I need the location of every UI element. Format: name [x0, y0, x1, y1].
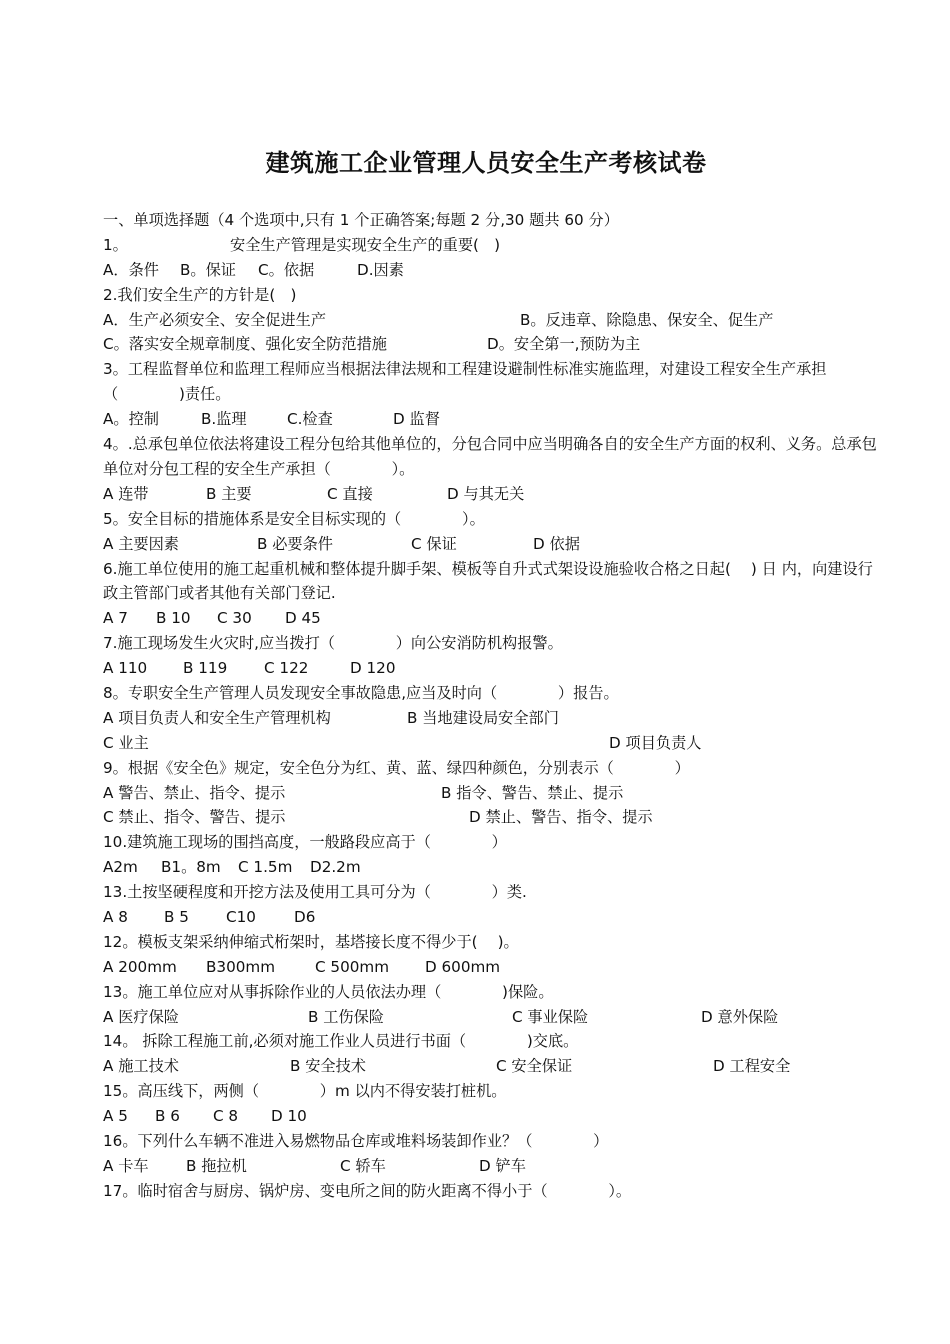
exam-title: 建筑施工企业管理人员安全生产考核试卷 [265, 149, 707, 177]
option-d: D 依据 [533, 534, 580, 553]
question-13-insurance: 13。施工单位应对从事拆除作业的人员依法办理（ )保险。 [103, 982, 554, 1001]
options-9b [103, 805, 878, 830]
options-15 [103, 1104, 878, 1129]
question-7: 7.施工现场发生火灾时,应当拨打（ ）向公安消防机构报警。 [103, 634, 563, 653]
options-9a [103, 781, 878, 806]
option-a: A 警告、禁止、指令、提示 [103, 783, 286, 802]
option-c: C 事业保险 [512, 1007, 589, 1026]
question-15: 15。高压线下，两侧（ ）m 以内不得安装打桩机。 [103, 1082, 507, 1101]
question-text: 安全生产管理是实现安全生产的重要( ) [230, 235, 501, 254]
option-d: D 工程安全 [713, 1057, 791, 1076]
option-a: A 8 [103, 908, 128, 927]
option-c: C。落实安全规章制度、强化安全防范措施 [103, 335, 387, 354]
options-1 [103, 258, 878, 283]
options-8a [103, 706, 878, 731]
option-c: C 业主 [103, 733, 149, 752]
option-b: B 拖拉机 [186, 1156, 247, 1175]
question-3: 3。工程监督单位和监理工程师应当根据法律法规和工程建设避制性标准实施监理，对建设工程安全生产承担（ )责任。 [103, 360, 827, 404]
options-4 [103, 482, 878, 507]
question-number: 1。 [103, 235, 128, 254]
option-b: B。保证 [180, 260, 236, 279]
option-b: B 6 [155, 1107, 180, 1126]
option-b: B 5 [164, 908, 189, 927]
option-d: D 监督 [393, 410, 440, 429]
question-12: 12。模板支架采纳伸缩式桁架时，基塔接长度不得少于( )。 [103, 932, 519, 951]
exam-body [103, 208, 878, 1204]
option-c: C 8 [213, 1107, 239, 1126]
option-c: C 轿车 [340, 1156, 386, 1175]
option-d: D2.2m [310, 858, 361, 877]
option-d: D。安全第一,预防为主 [487, 335, 641, 354]
option-c: C。依据 [258, 260, 315, 279]
options-10 [103, 855, 878, 880]
option-a: A 项目负责人和安全生产管理机构 [103, 708, 331, 727]
options-2b [103, 332, 878, 357]
option-d: D 项目负责人 [609, 733, 702, 752]
option-a: A．条件 [103, 260, 159, 279]
option-d: D6 [294, 908, 316, 927]
options-13-insurance [103, 1005, 878, 1030]
option-d: D 与其无关 [447, 484, 525, 503]
options-5 [103, 532, 878, 557]
option-a: A 5 [103, 1107, 128, 1126]
option-a: A 连带 [103, 484, 149, 503]
option-d: D 600mm [425, 957, 501, 976]
option-a: A 主要因素 [103, 534, 179, 553]
options-3 [103, 407, 878, 432]
option-d: D 10 [271, 1107, 307, 1126]
question-13-soil: 13.土按坚硬程度和开挖方法及使用工具可分为（ ）类. [103, 883, 527, 902]
option-d: D.因素 [357, 260, 404, 279]
question-2: 2.我们安全生产的方针是( ) [103, 285, 297, 304]
option-c: C 30 [217, 609, 252, 628]
option-a: A 7 [103, 609, 128, 628]
option-b: B.监理 [201, 410, 247, 429]
question-9: 9。根据《安全色》规定，安全色分为红、黄、蓝、绿四种颜色，分别表示（ ） [103, 758, 690, 777]
option-c: C 禁止、指令、警告、提示 [103, 808, 286, 827]
option-a: A。控制 [103, 410, 159, 429]
option-b: B 工伤保险 [308, 1007, 384, 1026]
question-8: 8。专职安全生产管理人员发现安全事故隐患,应当及时向（ ）报告。 [103, 684, 619, 703]
question-10: 10.建筑施工现场的围挡高度，一般路段应高于（ ） [103, 833, 507, 852]
option-b: B 119 [183, 659, 228, 678]
option-b: B 主要 [206, 484, 252, 503]
option-d: D 铲车 [479, 1156, 526, 1175]
option-b: B 必要条件 [257, 534, 333, 553]
option-b: B 当地建设局安全部门 [407, 708, 559, 727]
option-b: B 指令、警告、禁止、提示 [441, 783, 624, 802]
question-5: 5。安全目标的措施体系是安全目标实现的（ ）。 [103, 509, 485, 528]
option-b: B。反违章、除隐患、保安全、促生产 [520, 310, 774, 329]
option-b: B 安全技术 [290, 1057, 366, 1076]
question-16: 16。下列什么车辆不准进入易燃物品仓库或堆料场装卸作业？（ ） [103, 1132, 609, 1151]
option-a: A 施工技术 [103, 1057, 179, 1076]
option-c: C 安全保证 [496, 1057, 573, 1076]
options-8b [103, 731, 878, 756]
option-a: A 200mm [103, 957, 177, 976]
option-b: B1。8m [161, 858, 221, 877]
question-6: 6.施工单位使用的施工起重机械和整体提升脚手架、模板等自升式式架设设施验收合格之日起( ) 日 内，向建设行政主管部门或者其他有关部门登记. [103, 559, 873, 603]
option-c: C 直接 [327, 484, 373, 503]
option-a: A 医疗保险 [103, 1007, 179, 1026]
options-14 [103, 1054, 878, 1079]
option-c: C 122 [264, 659, 309, 678]
question-14: 14。 拆除工程施工前,必须对施工作业人员进行书面（ )交底。 [103, 1032, 579, 1051]
option-d: D 禁止、警告、指令、提示 [469, 808, 653, 827]
option-a: A．生产必须安全、安全促进生产 [103, 310, 327, 329]
question-17: 17。临时宿舍与厨房、锅炉房、变电所之间的防火距离不得小于（ ）。 [103, 1181, 632, 1200]
option-a: A 卡车 [103, 1156, 149, 1175]
option-b: B 10 [156, 609, 191, 628]
options-16 [103, 1154, 878, 1179]
options-12 [103, 955, 878, 980]
question-1 [103, 233, 878, 258]
options-13-soil [103, 905, 878, 930]
section-heading: 一、单项选择题（4 个选项中,只有 1 个正确答案;每题 2 分,30 题共 60 分） [103, 211, 619, 229]
option-c: C 1.5m [238, 858, 293, 877]
option-a: A 110 [103, 659, 148, 678]
option-b: B300mm [206, 957, 275, 976]
option-d: D 45 [285, 609, 321, 628]
option-d: D 120 [350, 659, 396, 678]
option-c: C 保证 [411, 534, 457, 553]
options-6 [103, 606, 878, 631]
options-2a [103, 308, 878, 333]
option-c: C 500mm [315, 957, 390, 976]
options-7 [103, 656, 878, 681]
option-c: C.检查 [287, 410, 333, 429]
question-4: 4。.总承包单位依法将建设工程分包给其他单位的，分包合同中应当明确各自的安全生产方面的权利、义务。总承包单位对分包工程的安全生产承担（ ）。 [103, 435, 877, 478]
option-a: A2m [103, 858, 138, 877]
option-d: D 意外保险 [701, 1007, 779, 1026]
option-c: C10 [226, 908, 256, 927]
